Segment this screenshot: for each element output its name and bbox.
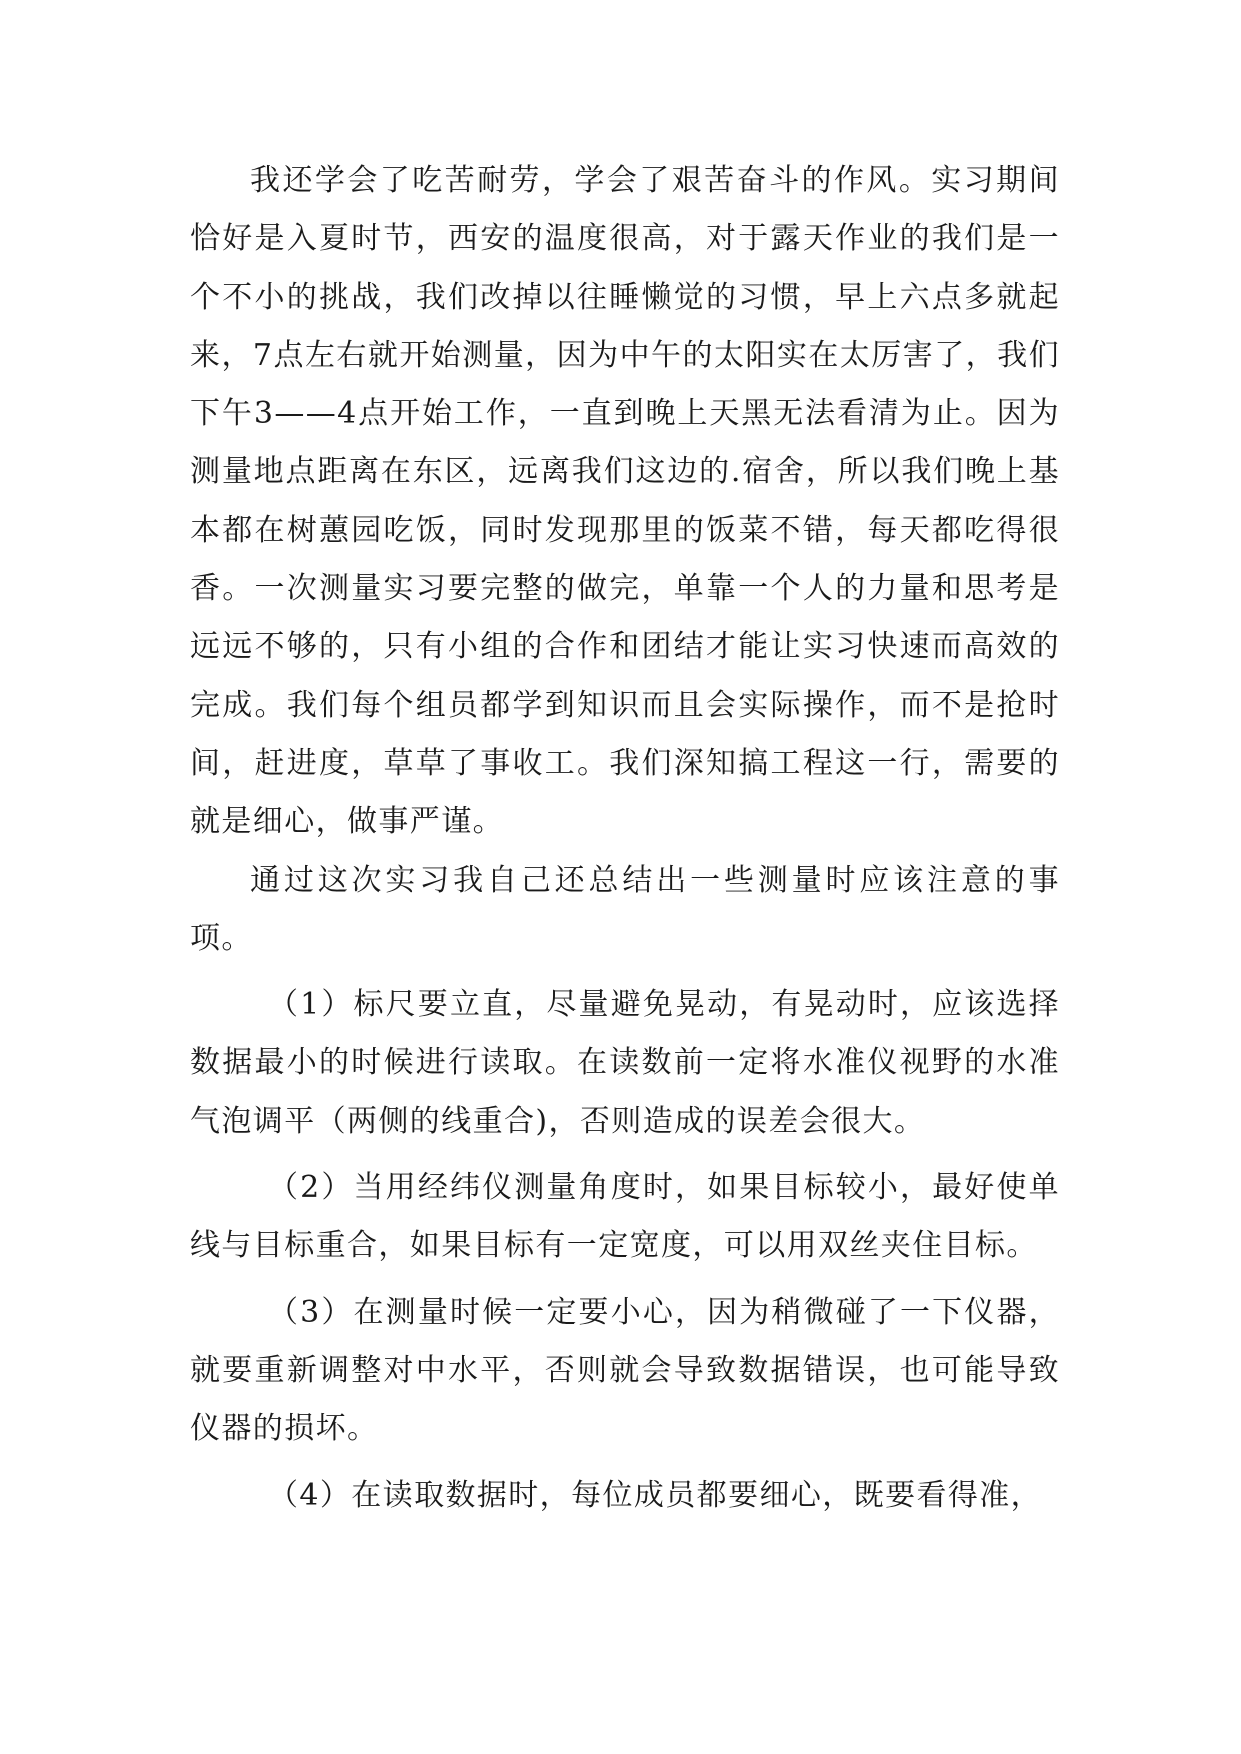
paragraph-notes-intro: 通过这次实习我自己还总结出一些测量时应该注意的事项。 bbox=[190, 862, 1060, 956]
paragraph-note-1: （1）标尺要立直，尽量避免晃动，有晃动时，应该选择数据最小的时候进行读取。在读数前一定将水准仪视野的水准气泡调平（两侧的线重合)，否则造成的误差会很大。 bbox=[190, 987, 1060, 1139]
body-text bbox=[190, 152, 1060, 1525]
paragraph-hardship: 我还学会了吃苦耐劳，学会了艰苦奋斗的作风。实习期间恰好是入夏时节，西安的温度很高，对于露天作业的我们是一个不小的挑战，我们改掉以往睡懒觉的习惯，早上六点多就起来，7点左右就开始测量，因为中午的太阳实在太厉害了，我们下午3——4点开始工作，一直到晚上天黑无法看清为止。因为测量地点距离在东区，远离我们这边的.宿舍，所以我们晚上基本都在树蕙园吃饭，同时发现那里的饭菜不错，每天都吃得很香。一次测量实习要完整的做完，单靠一个人的力量和思考是远远不够的，只有小组的合作和团结才能让实习快速而高效的完成。我们每个组员都学到知识而且会实际操作，而不是抢时间，赶进度，草草了事收工。我们深知搞工程这一行，需要的就是细心，做事严谨。 bbox=[190, 163, 1060, 840]
paragraph-note-2: （2）当用经纬仪测量角度时，如果目标较小，最好使单线与目标重合，如果目标有一定宽度，可以用双丝夹住目标。 bbox=[190, 1170, 1060, 1264]
paragraph-note-3: （3）在测量时候一定要小心，因为稍微碰了一下仪器，就要重新调整对中水平，否则就会导致数据错误，也可能导致仪器的损坏。 bbox=[190, 1294, 1060, 1447]
paragraph-note-4: （4）在读取数据时，每位成员都要细心，既要看得准， bbox=[268, 1477, 1043, 1513]
